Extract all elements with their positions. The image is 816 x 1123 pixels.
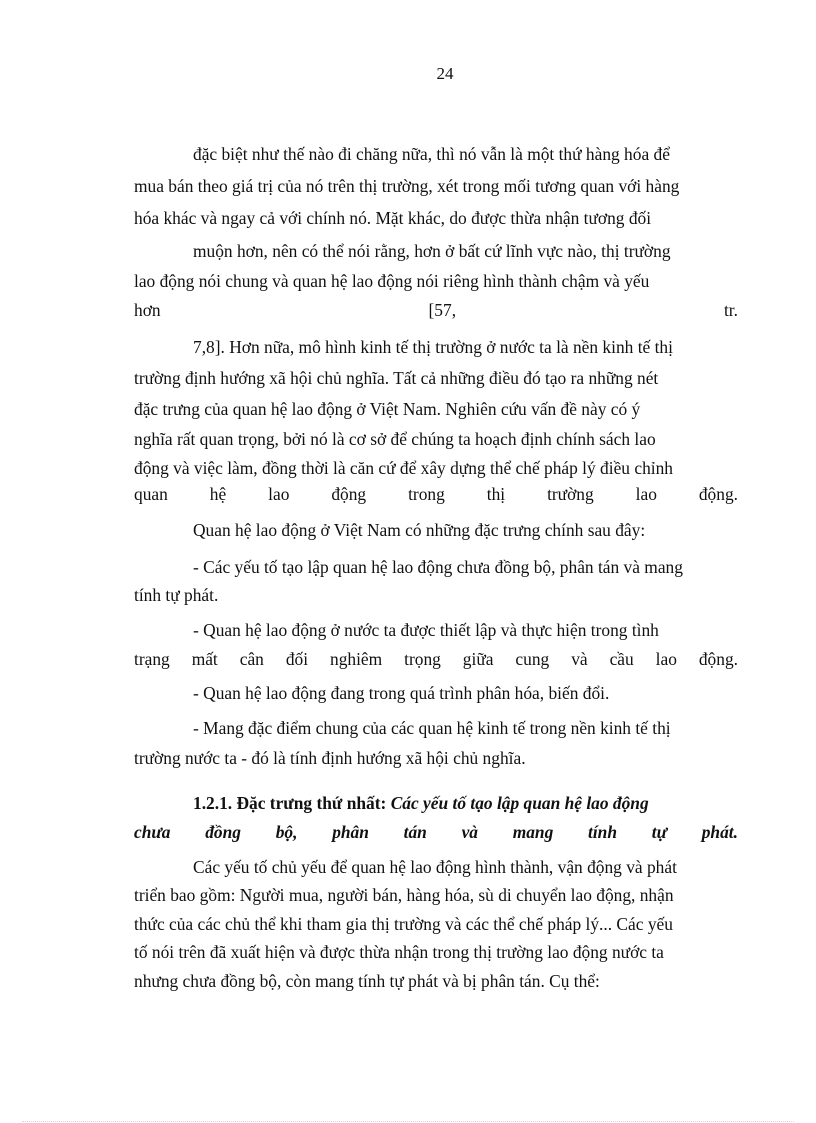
- text-line: Các yếu tố chủ yếu để quan hệ lao động hình thành, vận động và phát: [193, 857, 677, 877]
- text-line-justified: [134, 648, 738, 670]
- text-line: đặc trưng của quan hệ lao động ở Việt Nam. Nghiên cứu vấn đề này có ý: [134, 399, 641, 419]
- text-word: cầu: [609, 649, 634, 669]
- text-line: lao động nói chung và quan hệ lao động nói riêng hình thành chậm và yếu: [134, 271, 650, 291]
- text-word: hơn: [134, 300, 161, 320]
- text-word: tr.: [723, 300, 738, 320]
- text-word: hệ: [209, 484, 227, 504]
- text-line: trường định hướng xã hội chủ nghĩa. Tất cả những điều đó tạo ra những nét: [134, 368, 659, 388]
- list-item: - Các yếu tố tạo lập quan hệ lao động chưa đồng bộ, phân tán và mang: [193, 557, 683, 577]
- section-number-title: 1.2.1. Đặc trưng thứ nhất:: [193, 793, 391, 813]
- text-word: cung: [515, 649, 550, 669]
- text-word: giữa: [462, 649, 494, 669]
- text-word: và: [571, 649, 588, 669]
- list-item: - Quan hệ lao động đang trong quá trình phân hóa, biến đổi.: [193, 683, 610, 703]
- text-word: chưa: [134, 822, 171, 842]
- text-word: tính: [588, 822, 618, 842]
- text-word: đồng: [205, 822, 241, 842]
- text-word: mất: [191, 649, 218, 669]
- text-word: thị: [486, 484, 506, 504]
- text-word: bộ,: [275, 822, 298, 842]
- page-number: 24: [436, 64, 454, 83]
- page-bottom-divider: [22, 1121, 794, 1122]
- list-item: - Mang đặc điểm chung của các quan hệ kinh tế trong nền kinh tế thị: [193, 718, 671, 738]
- text-line: tính tự phát.: [134, 585, 219, 605]
- text-word: và: [461, 822, 478, 842]
- text-word: cân: [239, 649, 264, 669]
- text-line: tố nói trên đã xuất hiện và được thừa nhận trong thị trường lao động nước ta: [134, 942, 664, 962]
- text-line: Quan hệ lao động ở Việt Nam có những đặc trưng chính sau đây:: [193, 520, 646, 540]
- section-emphasis: Các yếu tố tạo lập quan hệ lao động: [390, 793, 649, 813]
- text-word: phát.: [701, 822, 738, 842]
- text-line: muộn hơn, nên có thể nói rằng, hơn ở bất cứ lĩnh vực nào, thị trường: [193, 241, 671, 261]
- text-word: lao: [268, 484, 290, 504]
- text-word: mang: [512, 822, 554, 842]
- text-line: nhưng chưa đồng bộ, còn mang tính tự phát và bị phân tán. Cụ thể:: [134, 971, 600, 991]
- text-line: đặc biệt như thế nào đi chăng nữa, thì nó vẫn là một thứ hàng hóa để: [193, 144, 670, 164]
- section-heading-continued: [134, 821, 738, 843]
- list-item: - Quan hệ lao động ở nước ta được thiết lập và thực hiện trong tình: [193, 620, 659, 640]
- text-word: trọng: [404, 649, 441, 669]
- text-line: hóa khác và ngay cả với chính nó. Mặt khác, do được thừa nhận tương đối: [134, 208, 652, 228]
- text-line-justified: [134, 483, 738, 505]
- text-line: trường nước ta - đó là tính định hướng xã hội chủ nghĩa.: [134, 748, 526, 768]
- text-line-justified: [134, 299, 738, 321]
- text-word: trường: [547, 484, 594, 504]
- text-line: thức của các chủ thể khi tham gia thị trường và các thể chế pháp lý... Các yếu: [134, 914, 673, 934]
- text-word: nghiêm: [330, 649, 383, 669]
- text-word: tán: [403, 822, 427, 842]
- text-line: 7,8]. Hơn nữa, mô hình kinh tế thị trường ở nước ta là nền kinh tế thị: [193, 337, 673, 357]
- text-word: đối: [285, 649, 309, 669]
- text-line: động và việc làm, đồng thời là căn cứ để xây dựng thể chế pháp lý điều chỉnh: [134, 458, 673, 478]
- text-line: mua bán theo giá trị của nó trên thị trường, xét trong mối tương quan với hàng: [134, 176, 680, 196]
- text-word: trạng: [134, 649, 170, 669]
- text-word: động.: [698, 484, 738, 504]
- text-word: tự: [651, 822, 668, 842]
- text-word: phân: [332, 822, 369, 842]
- text-word: lao: [655, 649, 677, 669]
- text-word: quan: [134, 484, 168, 504]
- text-word: trong: [408, 484, 445, 504]
- text-word: lao: [635, 484, 657, 504]
- text-word: động: [331, 484, 367, 504]
- text-line: nghĩa rất quan trọng, bởi nó là cơ sở để chúng ta hoạch định chính sách lao: [134, 429, 656, 449]
- text-word: [57,: [428, 300, 457, 320]
- section-heading: [193, 792, 649, 814]
- text-line: triển bao gồm: Người mua, người bán, hàng hóa, sù di chuyển lao động, nhận: [134, 885, 674, 905]
- text-word: động.: [698, 649, 738, 669]
